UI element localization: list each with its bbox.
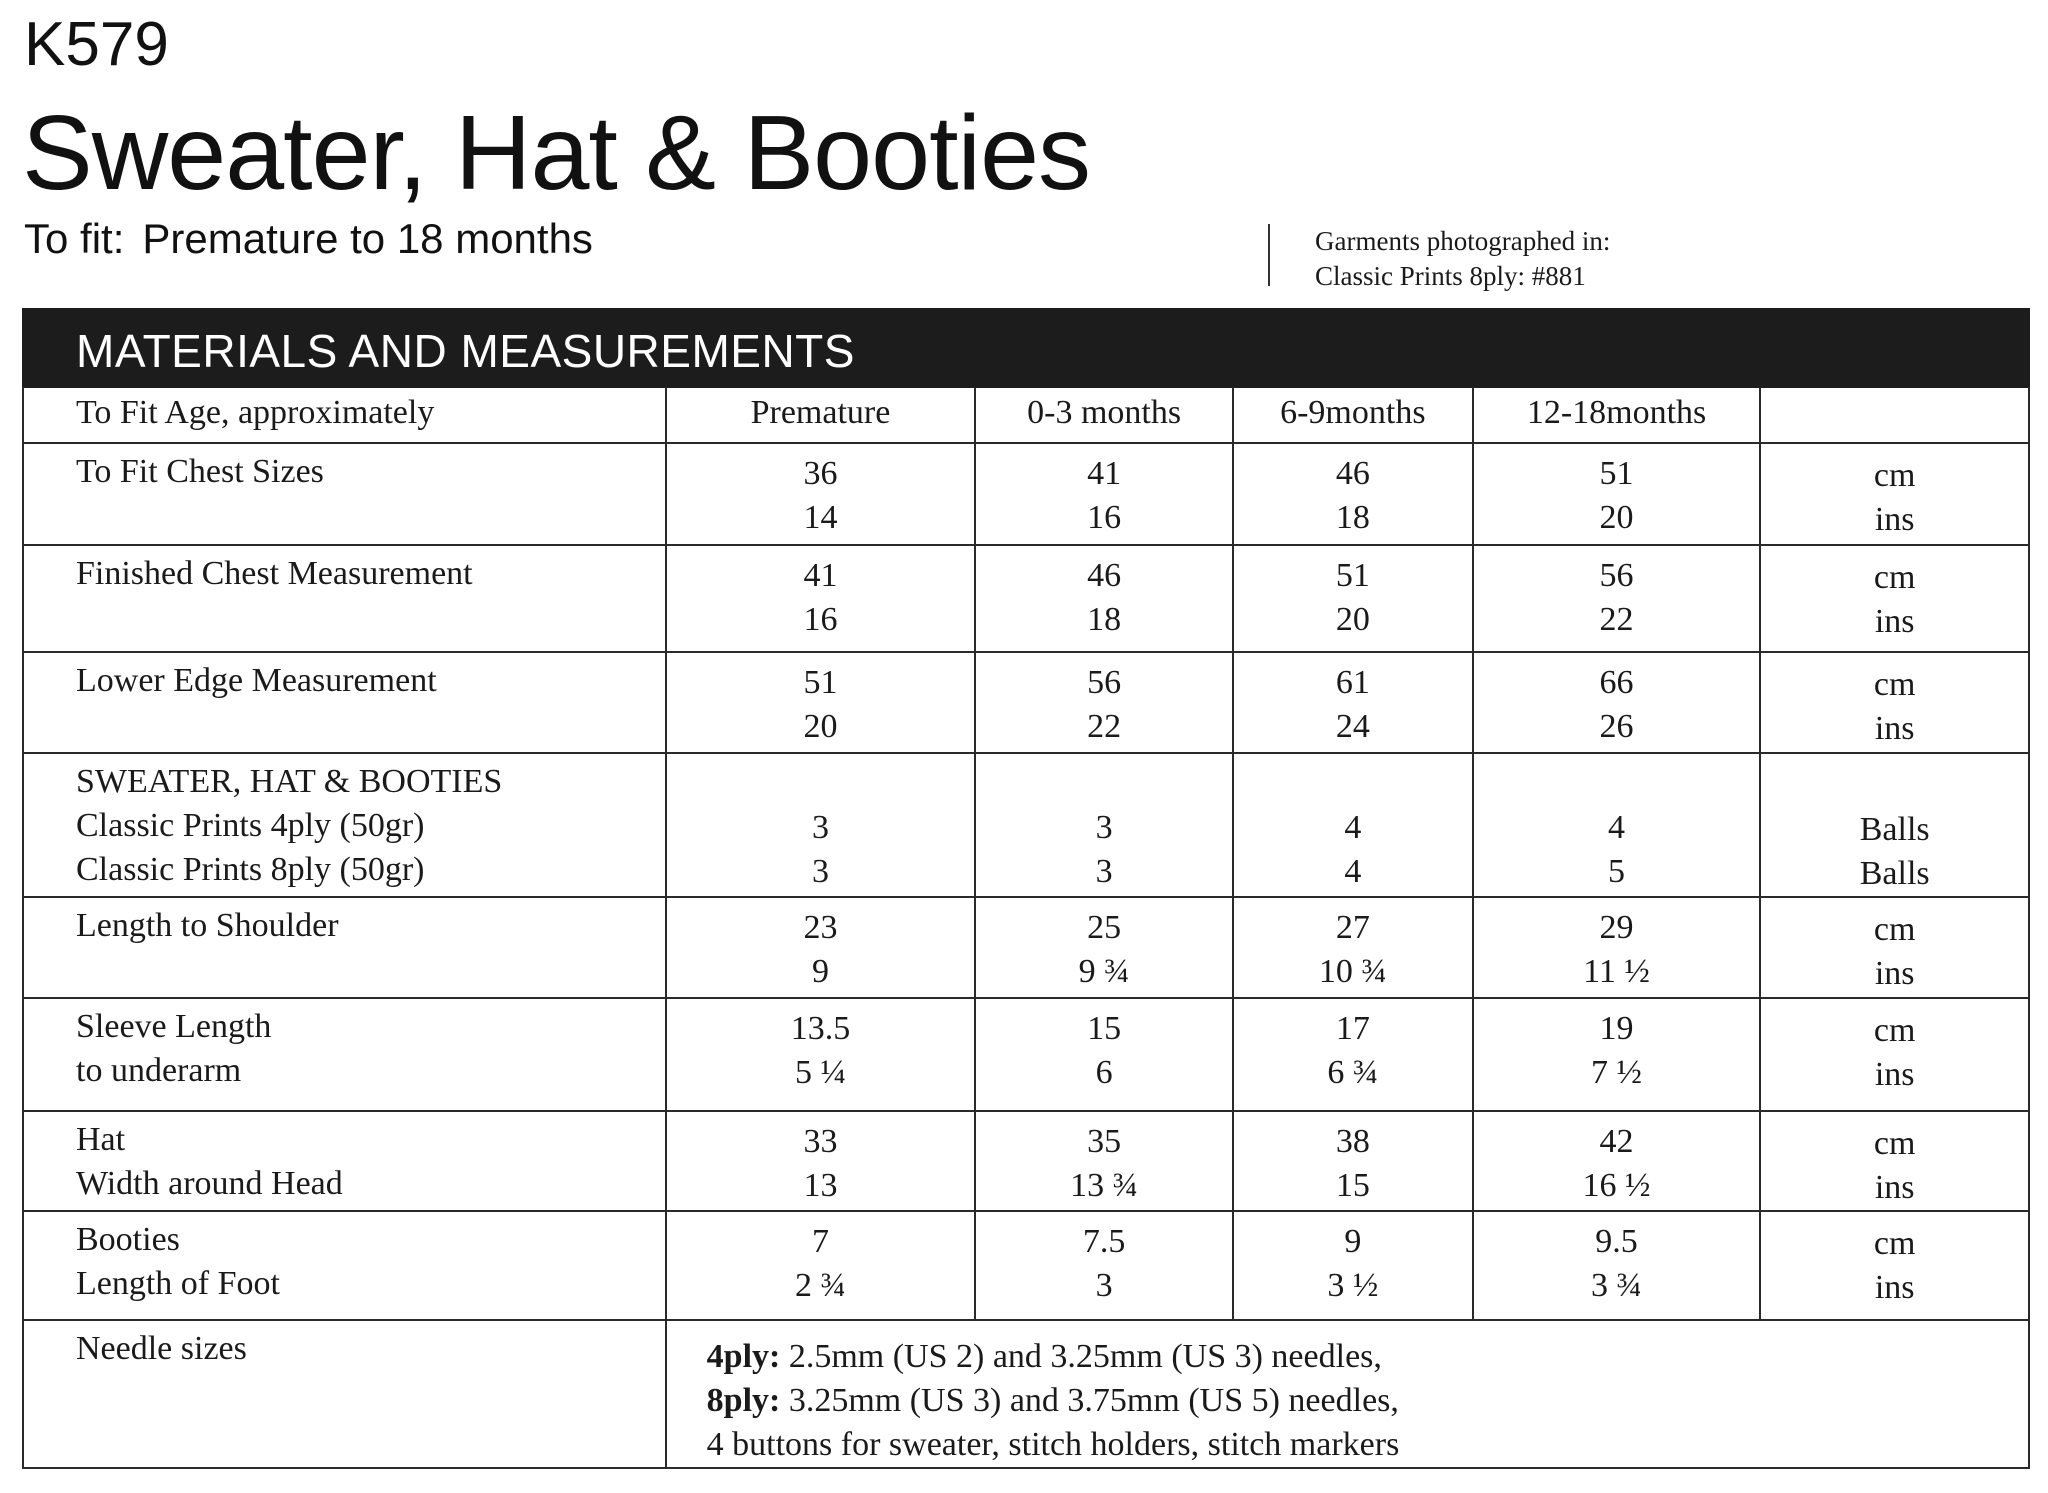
needle-line <box>707 1379 2028 1423</box>
table-row <box>23 545 2029 652</box>
value: 17 <box>1335 1010 1370 1047</box>
value: 38 <box>1335 1123 1370 1160</box>
unit-cell <box>1760 545 2029 652</box>
value: 13 <box>803 1167 838 1204</box>
value-cell <box>1233 545 1473 652</box>
row-label <box>23 998 666 1111</box>
value-cell <box>975 753 1233 897</box>
unit-cell <box>1760 652 2029 753</box>
size-header: 12-18months <box>1473 387 1761 443</box>
unit: cm <box>1873 666 1916 703</box>
needles-text <box>666 1320 2029 1468</box>
pattern-code: K579 <box>24 10 169 79</box>
value: 7 ½ <box>1591 1054 1643 1091</box>
value: 56 <box>1599 557 1634 594</box>
unit: ins <box>1874 603 1915 640</box>
needle-ply: 8ply: <box>706 1382 781 1419</box>
row-label-line: Sleeve Length <box>76 1008 272 1045</box>
value: 7.5 <box>1082 1223 1126 1260</box>
photographed-line-1: Garments photographed in: <box>1315 226 1611 256</box>
value: 41 <box>803 557 838 594</box>
unit-cell <box>1760 998 2029 1111</box>
value: 22 <box>1087 708 1122 745</box>
value: 15 <box>1335 1167 1370 1204</box>
row-label-line: To Fit Chest Sizes <box>76 453 324 490</box>
needle-desc: 4 buttons for sweater, stitch holders, stitch markers <box>706 1426 1400 1463</box>
row-label <box>23 545 666 652</box>
value <box>667 762 975 806</box>
value: 18 <box>1335 499 1370 536</box>
table-header-row <box>23 387 2029 443</box>
value-cell <box>666 545 976 652</box>
value: 27 <box>1335 909 1370 946</box>
value: 51 <box>1335 557 1370 594</box>
photographed-line-2: Classic Prints 8ply: #881 <box>1315 261 1586 291</box>
value: 26 <box>1599 708 1634 745</box>
value-cell <box>1233 443 1473 545</box>
value: 4 <box>1344 853 1362 890</box>
value: 3 <box>1095 809 1113 846</box>
value: 24 <box>1335 708 1370 745</box>
value: 19 <box>1599 1010 1634 1047</box>
divider <box>1268 224 1270 286</box>
value-cell <box>975 443 1233 545</box>
needle-line <box>707 1423 2028 1467</box>
value-cell <box>1473 1211 1761 1320</box>
section-title: MATERIALS AND MEASUREMENTS <box>76 325 855 377</box>
value-cell <box>1233 652 1473 753</box>
table-row <box>23 897 2029 998</box>
row-label <box>23 443 666 545</box>
needle-desc: 3.25mm (US 3) and 3.75mm (US 5) needles, <box>780 1382 1399 1419</box>
value: 9 ¾ <box>1078 953 1130 990</box>
header-label: To Fit Age, approximately <box>23 387 666 443</box>
unit-cell <box>1760 1111 2029 1211</box>
row-label-line: Hat <box>76 1121 126 1158</box>
value-cell <box>975 1211 1233 1320</box>
row-label-line: Classic Prints 4ply (50gr) <box>76 807 425 844</box>
value: 41 <box>1087 455 1122 492</box>
row-label-line: Width around Head <box>76 1165 343 1202</box>
value-cell <box>666 998 976 1111</box>
value-cell <box>1473 998 1761 1111</box>
row-label <box>23 652 666 753</box>
value: 16 <box>1087 499 1122 536</box>
unit-cell <box>1760 1211 2029 1320</box>
unit: cm <box>1873 559 1916 596</box>
value: 33 <box>803 1123 838 1160</box>
row-label-line: SWEATER, HAT & BOOTIES <box>76 763 503 800</box>
value: 23 <box>803 909 838 946</box>
value: 51 <box>1599 455 1634 492</box>
value: 22 <box>1599 601 1634 638</box>
value-cell <box>666 1211 976 1320</box>
value-cell <box>1473 545 1761 652</box>
measurements-body <box>23 387 2029 1468</box>
table-row <box>23 998 2029 1111</box>
to-fit-value: Premature to 18 months <box>142 215 593 262</box>
size-header: 6-9months <box>1233 387 1473 443</box>
value: 20 <box>1335 601 1370 638</box>
value: 51 <box>803 664 838 701</box>
value: 61 <box>1335 664 1370 701</box>
value: 9 <box>811 953 829 990</box>
value: 4 <box>1344 809 1362 846</box>
value: 13.5 <box>790 1010 851 1047</box>
unit: ins <box>1874 501 1915 538</box>
value: 14 <box>803 499 838 536</box>
value: 46 <box>1335 455 1370 492</box>
section-banner <box>22 308 2030 388</box>
unit: Balls <box>1859 855 1930 892</box>
value-cell <box>1233 1111 1473 1211</box>
value: 6 <box>1095 1054 1113 1091</box>
value: 20 <box>1599 499 1634 536</box>
unit: Balls <box>1859 811 1930 848</box>
row-label-line: Length of Foot <box>76 1265 280 1302</box>
value: 3 ¾ <box>1591 1267 1643 1304</box>
value: 29 <box>1599 909 1634 946</box>
needles-label: Needle sizes <box>23 1320 666 1468</box>
value: 13 ¾ <box>1070 1167 1139 1204</box>
value: 66 <box>1599 664 1634 701</box>
pattern-title: Sweater, Hat & Booties <box>22 94 1091 212</box>
value: 16 ½ <box>1582 1167 1651 1204</box>
value: 5 <box>1608 853 1626 890</box>
value-cell <box>975 998 1233 1111</box>
value: 36 <box>803 455 838 492</box>
value <box>1474 762 1760 806</box>
unit: ins <box>1874 710 1915 747</box>
value-cell <box>975 1111 1233 1211</box>
value: 9.5 <box>1595 1223 1638 1260</box>
row-label-line: Length to Shoulder <box>76 907 339 944</box>
row-label-line: Booties <box>76 1221 180 1258</box>
value: 25 <box>1087 909 1122 946</box>
value: 46 <box>1087 557 1122 594</box>
table-row <box>23 1211 2029 1320</box>
table-row <box>23 753 2029 897</box>
value: 20 <box>803 708 838 745</box>
size-header: 0-3 months <box>975 387 1233 443</box>
value-cell <box>666 443 976 545</box>
value: 42 <box>1599 1123 1634 1160</box>
value: 15 <box>1087 1010 1122 1047</box>
row-label-line: Lower Edge Measurement <box>76 662 437 699</box>
unit-cell <box>1760 897 2029 998</box>
value: 56 <box>1087 664 1122 701</box>
value: 3 ½ <box>1327 1267 1379 1304</box>
table-row <box>23 652 2029 753</box>
unit <box>1761 764 2028 808</box>
value: 2 ¾ <box>794 1267 846 1304</box>
row-label <box>23 897 666 998</box>
value: 3 <box>1095 1267 1113 1304</box>
value: 3 <box>811 853 829 890</box>
needles-row <box>23 1320 2029 1468</box>
to-fit-line <box>24 215 593 262</box>
value <box>976 762 1232 806</box>
unit-header <box>1760 387 2029 443</box>
size-header: Premature <box>666 387 976 443</box>
value: 16 <box>803 601 838 638</box>
row-label-line: Finished Chest Measurement <box>76 555 473 592</box>
value-cell <box>1233 753 1473 897</box>
value-cell <box>666 897 976 998</box>
value: 10 ¾ <box>1318 953 1387 990</box>
value: 5 ¼ <box>794 1054 846 1091</box>
unit-cell <box>1760 443 2029 545</box>
unit-cell <box>1760 753 2029 897</box>
unit: cm <box>1873 1225 1916 1262</box>
value-cell <box>1233 1211 1473 1320</box>
needle-ply: 4ply: <box>706 1338 781 1375</box>
value-cell <box>1473 652 1761 753</box>
value: 9 <box>1344 1223 1362 1260</box>
unit: cm <box>1873 457 1916 494</box>
value: 4 <box>1608 809 1626 846</box>
value-cell <box>975 652 1233 753</box>
needle-line <box>707 1335 2028 1379</box>
value-cell <box>666 652 976 753</box>
unit: ins <box>1874 1269 1915 1306</box>
row-label <box>23 753 666 897</box>
value: 7 <box>811 1223 829 1260</box>
value-cell <box>1233 897 1473 998</box>
photographed-note <box>1315 224 1610 294</box>
unit: ins <box>1874 1169 1915 1206</box>
row-label-line: Classic Prints 8ply (50gr) <box>76 851 425 888</box>
value-cell <box>1473 897 1761 998</box>
unit: cm <box>1873 1012 1916 1049</box>
value-cell <box>666 1111 976 1211</box>
unit: ins <box>1874 1056 1915 1093</box>
value-cell <box>975 545 1233 652</box>
table-row <box>23 1111 2029 1211</box>
value-cell <box>1473 753 1761 897</box>
value-cell <box>666 753 976 897</box>
row-label <box>23 1211 666 1320</box>
value-cell <box>1233 998 1473 1111</box>
value-cell <box>1473 443 1761 545</box>
row-label <box>23 1111 666 1211</box>
table-row <box>23 443 2029 545</box>
measurements-table <box>22 387 2030 1469</box>
value-cell <box>975 897 1233 998</box>
to-fit-label: To fit: <box>24 215 125 262</box>
value: 3 <box>1095 853 1113 890</box>
value: 18 <box>1087 601 1122 638</box>
value: 11 ½ <box>1583 953 1650 990</box>
value: 3 <box>811 809 829 846</box>
value <box>1234 762 1472 806</box>
value-cell <box>1473 1111 1761 1211</box>
value: 6 ¾ <box>1327 1054 1379 1091</box>
needle-desc: 2.5mm (US 2) and 3.25mm (US 3) needles, <box>780 1338 1382 1375</box>
unit: cm <box>1873 1125 1916 1162</box>
value: 35 <box>1087 1123 1122 1160</box>
unit: ins <box>1874 955 1915 992</box>
unit: cm <box>1873 911 1916 948</box>
row-label-line: to underarm <box>76 1052 242 1089</box>
